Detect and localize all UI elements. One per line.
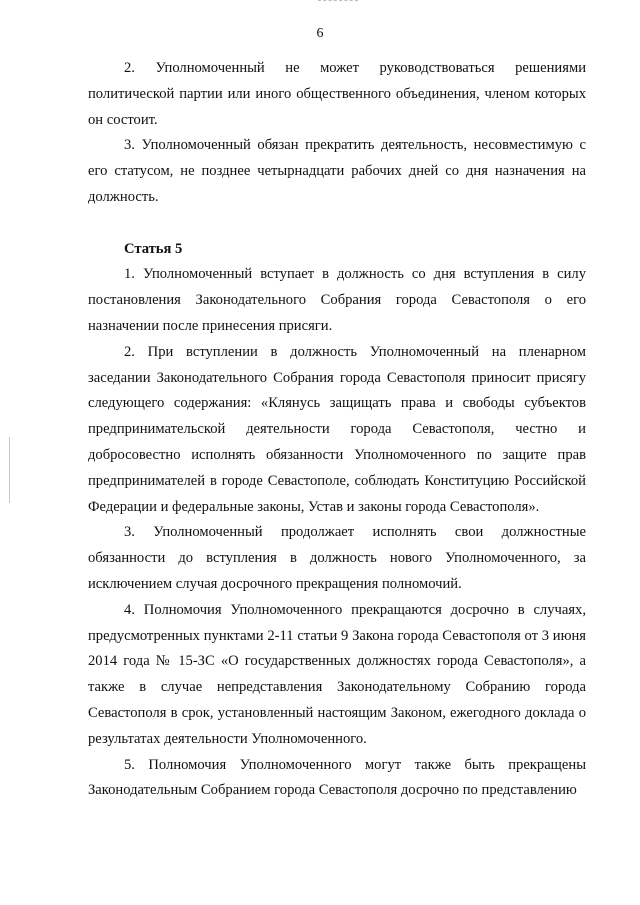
- paragraph-5-1: 1. Уполномоченный вступает в должность со дня вступления в силу постановления Законодательного Собрания города Севастополя о его назначении после принесения присяги.: [88, 266, 586, 334]
- section-gap: [88, 211, 586, 237]
- paragraph-5-4: 4. Полномочия Уполномоченного прекращаются досрочно в случаях, предусмотренных пунктами 2-11 статьи 9 Закона города Севастополя от 3 июня 2014 года № 15-ЗС «О государственных должностях города Севастополя», а также в случае непредставления Законодательному Собранию города Севастополя в срок, установленный настоящим Законом, ежегодного доклада о результатах деятельности Уполномоченного.: [88, 601, 586, 747]
- paragraph-4-3: 3. Уполномоченный обязан прекратить деятельность, несовместимую с его статусом, не позднее четырнадцати рабочих дней со дня назначения на должность.: [88, 137, 586, 205]
- scan-mark-left: [9, 437, 10, 503]
- paragraph-5-2: 2. При вступлении в должность Уполномоченный на пленарном заседании Законодательного Собрания города Севастополя приносит присягу следующего содержания: «Клянусь защищать права и свободы субъектов предпринимательской деятельности города Севастополя, честно и добросовестно исполнять обязанности Уполномоченного по защите прав предпринимателей в городе Севастополе, соблюдать Конституцию Российской Федерации и федеральные законы, Устав и законы города Севастополя».: [88, 343, 586, 515]
- paragraph-5-5: 5. Полномочия Уполномоченного могут также быть прекращены Законодательным Собранием города Севастополя досрочно по представлению: [88, 756, 586, 799]
- page-number: 6: [316, 26, 324, 41]
- scan-mark-top: [318, 0, 358, 4]
- paragraph-4-2: 2. Уполномоченный не может руководствоваться решениями политической партии или иного общественного объединения, членом которых он состоит.: [88, 60, 586, 128]
- paragraph-5-3: 3. Уполномоченный продолжает исполнять свои должностные обязанности до вступления в должность нового Уполномоченного, за исключением случая досрочного прекращения полномочий.: [88, 524, 586, 592]
- document-body: [88, 56, 586, 804]
- article-heading: Статья 5: [124, 240, 183, 257]
